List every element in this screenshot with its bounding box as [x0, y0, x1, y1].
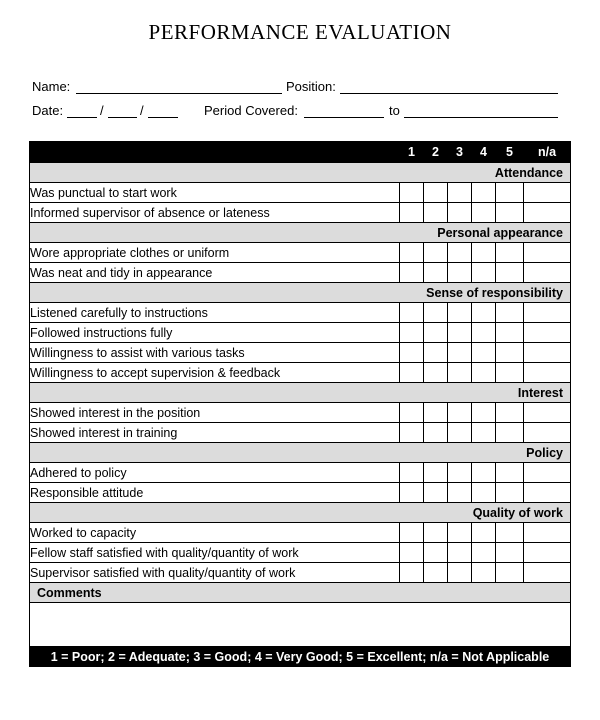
rating-cell-na[interactable]	[524, 183, 571, 203]
period-covered-label: Period Covered:	[204, 103, 298, 118]
rating-cell-na[interactable]	[524, 523, 571, 543]
rating-cell-5[interactable]	[496, 363, 524, 383]
comments-label: Comments	[30, 583, 571, 603]
rating-cell-3[interactable]	[448, 183, 472, 203]
period-to-label: to	[389, 103, 400, 118]
criterion-label: Listened carefully to instructions	[30, 303, 400, 323]
rating-cell-2[interactable]	[424, 323, 448, 343]
rating-cell-3[interactable]	[448, 263, 472, 283]
comments-row	[30, 583, 571, 603]
name-field[interactable]	[76, 93, 282, 94]
criterion-row	[30, 323, 571, 343]
rating-cell-na[interactable]	[524, 323, 571, 343]
rating-cell-na[interactable]	[524, 243, 571, 263]
scale-header-3: 3	[448, 142, 472, 163]
criterion-row	[30, 343, 571, 363]
comments-area[interactable]	[30, 603, 571, 647]
section-row	[30, 283, 571, 303]
rating-cell-na[interactable]	[524, 483, 571, 503]
rating-cell-1[interactable]	[400, 183, 424, 203]
rating-cell-3[interactable]	[448, 243, 472, 263]
rating-cell-4[interactable]	[472, 303, 496, 323]
rating-cell-4[interactable]	[472, 523, 496, 543]
rating-cell-5[interactable]	[496, 263, 524, 283]
section-row	[30, 443, 571, 463]
criterion-row	[30, 243, 571, 263]
criterion-row	[30, 563, 571, 583]
criterion-row	[30, 543, 571, 563]
rating-cell-na[interactable]	[524, 263, 571, 283]
section-row	[30, 503, 571, 523]
rating-cell-4[interactable]	[472, 423, 496, 443]
rating-cell-1[interactable]	[400, 563, 424, 583]
rating-cell-4[interactable]	[472, 403, 496, 423]
criterion-label: Adhered to policy	[30, 463, 400, 483]
rating-cell-3[interactable]	[448, 483, 472, 503]
criterion-label: Showed interest in the position	[30, 403, 400, 423]
header-blank-cell	[30, 142, 400, 163]
position-field[interactable]	[340, 93, 558, 94]
rating-cell-5[interactable]	[496, 563, 524, 583]
rating-cell-5[interactable]	[496, 543, 524, 563]
position-label: Position:	[286, 79, 336, 94]
rating-cell-5[interactable]	[496, 243, 524, 263]
rating-cell-4[interactable]	[472, 543, 496, 563]
rating-cell-4[interactable]	[472, 343, 496, 363]
rating-cell-na[interactable]	[524, 563, 571, 583]
date-label: Date:	[32, 103, 64, 118]
page-title: PERFORMANCE EVALUATION	[148, 20, 452, 44]
rating-legend: 1 = Poor; 2 = Adequate; 3 = Good; 4 = Very Good; 5 = Excellent; n/a = Not Applicable	[30, 647, 571, 667]
criterion-row	[30, 303, 571, 323]
rating-cell-2[interactable]	[424, 343, 448, 363]
criterion-label: Fellow staff satisfied with quality/quantity of work	[30, 543, 400, 563]
rating-cell-4[interactable]	[472, 183, 496, 203]
criterion-row	[30, 523, 571, 543]
rating-cell-1[interactable]	[400, 203, 424, 223]
rating-cell-1[interactable]	[400, 543, 424, 563]
name-label: Name:	[32, 79, 71, 94]
date-separator-2: /	[140, 103, 144, 118]
scale-header-2: 2	[424, 142, 448, 163]
rating-cell-3[interactable]	[448, 523, 472, 543]
rating-cell-4[interactable]	[472, 563, 496, 583]
rating-cell-na[interactable]	[524, 343, 571, 363]
rating-cell-2[interactable]	[424, 263, 448, 283]
section-row	[30, 223, 571, 243]
rating-cell-2[interactable]	[424, 303, 448, 323]
date-separator-1: /	[100, 103, 104, 118]
criterion-row	[30, 183, 571, 203]
criterion-label: Wore appropriate clothes or uniform	[30, 243, 400, 263]
rating-cell-3[interactable]	[448, 463, 472, 483]
rating-cell-3[interactable]	[448, 343, 472, 363]
rating-cell-2[interactable]	[424, 423, 448, 443]
section-title: Personal appearance	[30, 223, 571, 243]
criterion-label: Was neat and tidy in appearance	[30, 263, 400, 283]
date-period-line	[0, 103, 600, 121]
rating-cell-1[interactable]	[400, 483, 424, 503]
comments-area-row	[30, 603, 571, 647]
name-position-line	[0, 79, 600, 97]
rating-cell-3[interactable]	[448, 543, 472, 563]
rating-cell-5[interactable]	[496, 483, 524, 503]
rating-cell-na[interactable]	[524, 423, 571, 443]
rating-cell-1[interactable]	[400, 343, 424, 363]
criterion-label: Supervisor satisfied with quality/quantity of work	[30, 563, 400, 583]
criterion-label: Was punctual to start work	[30, 183, 400, 203]
rating-cell-2[interactable]	[424, 543, 448, 563]
evaluation-body	[30, 163, 571, 583]
rating-cell-na[interactable]	[524, 363, 571, 383]
rating-cell-4[interactable]	[472, 203, 496, 223]
rating-cell-na[interactable]	[524, 403, 571, 423]
rating-cell-5[interactable]	[496, 423, 524, 443]
rating-cell-2[interactable]	[424, 183, 448, 203]
criterion-row	[30, 203, 571, 223]
rating-cell-3[interactable]	[448, 323, 472, 343]
evaluation-table	[29, 141, 571, 667]
section-title: Quality of work	[30, 503, 571, 523]
rating-cell-2[interactable]	[424, 403, 448, 423]
criterion-label: Responsible attitude	[30, 483, 400, 503]
rating-cell-4[interactable]	[472, 263, 496, 283]
criterion-label: Worked to capacity	[30, 523, 400, 543]
rating-cell-1[interactable]	[400, 403, 424, 423]
criterion-label: Willingness to accept supervision & feedback	[30, 363, 400, 383]
rating-cell-1[interactable]	[400, 243, 424, 263]
rating-cell-2[interactable]	[424, 243, 448, 263]
scale-header-row	[30, 142, 571, 163]
rating-cell-2[interactable]	[424, 523, 448, 543]
rating-cell-5[interactable]	[496, 303, 524, 323]
criterion-row	[30, 263, 571, 283]
rating-cell-4[interactable]	[472, 243, 496, 263]
date-year-field[interactable]	[148, 117, 178, 118]
rating-cell-5[interactable]	[496, 463, 524, 483]
rating-cell-4[interactable]	[472, 483, 496, 503]
scale-header-na: n/a	[524, 142, 571, 163]
criterion-row	[30, 483, 571, 503]
rating-cell-5[interactable]	[496, 403, 524, 423]
rating-cell-2[interactable]	[424, 363, 448, 383]
section-title: Sense of responsibility	[30, 283, 571, 303]
rating-cell-4[interactable]	[472, 323, 496, 343]
section-title: Policy	[30, 443, 571, 463]
rating-cell-1[interactable]	[400, 463, 424, 483]
criterion-row	[30, 363, 571, 383]
period-end-field[interactable]	[404, 117, 558, 118]
scale-header-4: 4	[472, 142, 496, 163]
date-month-field[interactable]	[108, 117, 137, 118]
criterion-row	[30, 423, 571, 443]
rating-cell-3[interactable]	[448, 403, 472, 423]
rating-cell-5[interactable]	[496, 523, 524, 543]
scale-header-1: 1	[400, 142, 424, 163]
rating-cell-2[interactable]	[424, 563, 448, 583]
period-start-field[interactable]	[304, 117, 384, 118]
section-row	[30, 383, 571, 403]
rating-cell-5[interactable]	[496, 183, 524, 203]
rating-cell-3[interactable]	[448, 563, 472, 583]
criterion-label: Showed interest in training	[30, 423, 400, 443]
rating-cell-4[interactable]	[472, 363, 496, 383]
rating-cell-3[interactable]	[448, 303, 472, 323]
rating-cell-1[interactable]	[400, 303, 424, 323]
criterion-label: Informed supervisor of absence or lateness	[30, 203, 400, 223]
rating-cell-1[interactable]	[400, 323, 424, 343]
rating-cell-3[interactable]	[448, 423, 472, 443]
criterion-label: Willingness to assist with various tasks	[30, 343, 400, 363]
rating-cell-5[interactable]	[496, 343, 524, 363]
rating-cell-na[interactable]	[524, 303, 571, 323]
criterion-row	[30, 403, 571, 423]
rating-cell-2[interactable]	[424, 463, 448, 483]
rating-cell-1[interactable]	[400, 263, 424, 283]
rating-cell-1[interactable]	[400, 423, 424, 443]
rating-cell-na[interactable]	[524, 543, 571, 563]
comments-block	[30, 583, 571, 667]
rating-cell-2[interactable]	[424, 203, 448, 223]
criterion-row	[30, 463, 571, 483]
section-row	[30, 163, 571, 183]
rating-cell-na[interactable]	[524, 203, 571, 223]
rating-cell-1[interactable]	[400, 523, 424, 543]
legend-row	[30, 647, 571, 667]
rating-cell-5[interactable]	[496, 203, 524, 223]
rating-cell-na[interactable]	[524, 463, 571, 483]
rating-cell-4[interactable]	[472, 463, 496, 483]
rating-cell-3[interactable]	[448, 203, 472, 223]
rating-cell-3[interactable]	[448, 363, 472, 383]
date-day-field[interactable]	[67, 117, 97, 118]
section-title: Attendance	[30, 163, 571, 183]
section-title: Interest	[30, 383, 571, 403]
criterion-label: Followed instructions fully	[30, 323, 400, 343]
rating-cell-5[interactable]	[496, 323, 524, 343]
rating-cell-1[interactable]	[400, 363, 424, 383]
rating-cell-2[interactable]	[424, 483, 448, 503]
scale-header-5: 5	[496, 142, 524, 163]
